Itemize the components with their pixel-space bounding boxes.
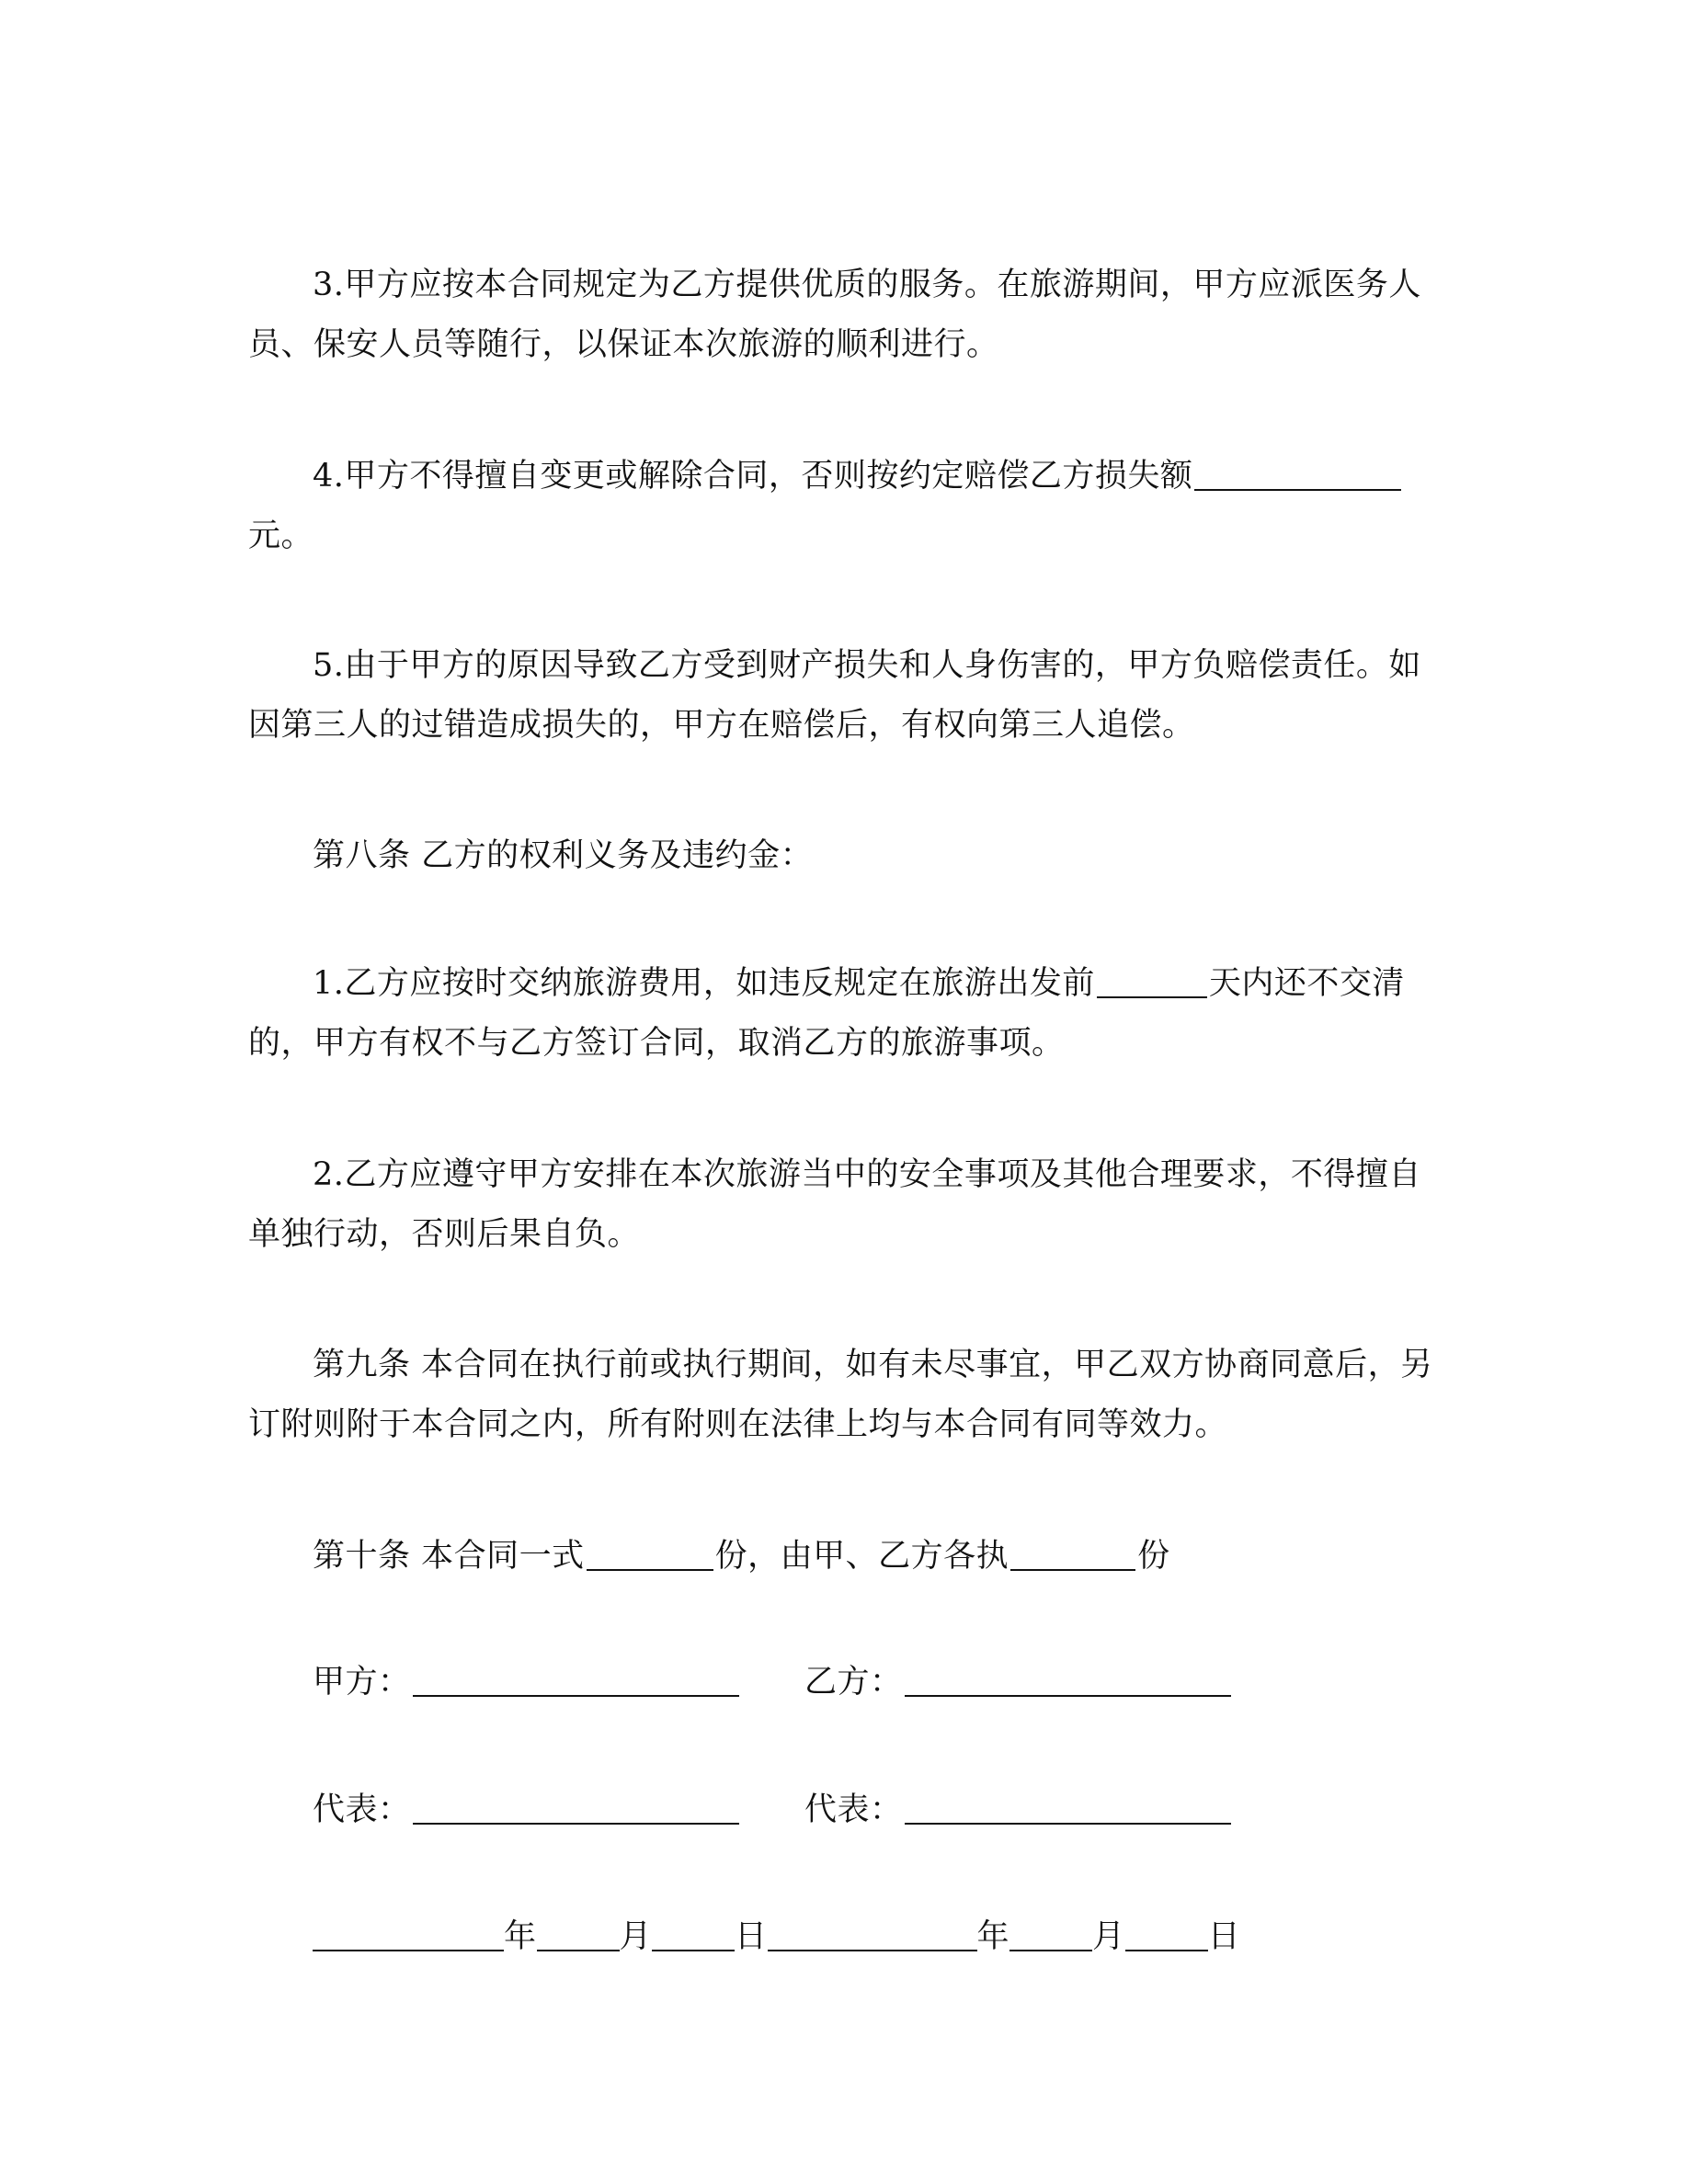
rep-a-blank[interactable] <box>413 1780 739 1825</box>
rep-a-label: 代表： <box>313 1792 411 1828</box>
item-1-text: 1.乙方应按时交纳旅游费用，如违反规定在旅游出发前 <box>313 965 1095 1002</box>
clause-5-line-1: 5.由于甲方的原因导致乙方受到财产损失和人身伤害的，甲方负赔偿责任。如 <box>313 647 1421 684</box>
party-a-blank[interactable] <box>413 1653 739 1697</box>
month-b-blank[interactable] <box>1009 1907 1092 1951</box>
article-8-item-1-line-1 <box>313 954 1405 1014</box>
clause-4-text: 4.甲方不得擅自变更或解除合同，否则按约定赔偿乙方损失额 <box>313 458 1193 495</box>
article-8-item-1-line-2: 的，甲方有权不与乙方签订合同，取消乙方的旅游事项。 <box>248 1025 1065 1062</box>
article-10-text: 第十条 本合同一式 <box>313 1538 585 1575</box>
clause-4-line-2: 元。 <box>248 518 314 554</box>
loss-amount-blank[interactable] <box>1194 447 1401 491</box>
clause-4-line-1 <box>313 447 1403 506</box>
copies-total-blank[interactable] <box>587 1527 713 1571</box>
article-8-item-2-line-1: 2.乙方应遵守甲方安排在本次旅游当中的安全事项及其他合理要求，不得擅自 <box>313 1156 1421 1193</box>
clause-5-line-2: 因第三人的过错造成损失的，甲方在赔偿后，有权向第三人追偿。 <box>248 707 1195 744</box>
party-a-row <box>313 1653 741 1712</box>
year-b-blank[interactable] <box>768 1907 977 1951</box>
party-a-label: 甲方： <box>313 1664 411 1701</box>
article-8-heading: 第八条 乙方的权利义务及违约金： <box>313 837 814 874</box>
day-a-blank[interactable] <box>652 1907 735 1951</box>
article-9-line-2: 订附则附于本合同之内，所有附则在法律上均与本合同有同等效力。 <box>248 1406 1228 1443</box>
month-label: 月 <box>619 1918 653 1955</box>
party-b-label: 乙方： <box>804 1664 903 1701</box>
article-10-mid: 份，由甲、乙方各执 <box>714 1538 1009 1575</box>
month-label: 月 <box>1092 1918 1125 1955</box>
month-a-blank[interactable] <box>537 1907 620 1951</box>
year-label: 年 <box>976 1918 1010 1955</box>
item-1-text-tail: 天内还不交清 <box>1208 965 1405 1002</box>
clause-3-line-2: 员、保安人员等随行，以保证本次旅游的顺利进行。 <box>248 326 999 363</box>
clause-3-line-1: 3.甲方应按本合同规定为乙方提供优质的服务。在旅游期间，甲方应派医务人 <box>313 267 1421 303</box>
day-label: 日 <box>1207 1918 1241 1955</box>
article-9-line-1: 第九条 本合同在执行前或执行期间，如有未尽事宜，甲乙双方协商同意后，另 <box>313 1347 1433 1383</box>
year-a-blank[interactable] <box>313 1907 504 1951</box>
days-blank[interactable] <box>1097 954 1207 998</box>
party-b-blank[interactable] <box>905 1653 1231 1697</box>
article-10 <box>313 1527 1170 1587</box>
copies-each-blank[interactable] <box>1010 1527 1135 1571</box>
rep-b-row <box>804 1780 1233 1840</box>
year-label: 年 <box>504 1918 537 1955</box>
rep-b-label: 代表： <box>804 1792 903 1828</box>
article-10-tail: 份 <box>1137 1538 1170 1575</box>
rep-b-blank[interactable] <box>905 1780 1231 1825</box>
rep-a-row <box>313 1780 741 1840</box>
article-8-item-2-line-2: 单独行动，否则后果自负。 <box>248 1216 641 1253</box>
party-b-row <box>804 1653 1233 1712</box>
date-row <box>313 1907 1240 1967</box>
day-b-blank[interactable] <box>1125 1907 1208 1951</box>
day-label: 日 <box>735 1918 768 1955</box>
